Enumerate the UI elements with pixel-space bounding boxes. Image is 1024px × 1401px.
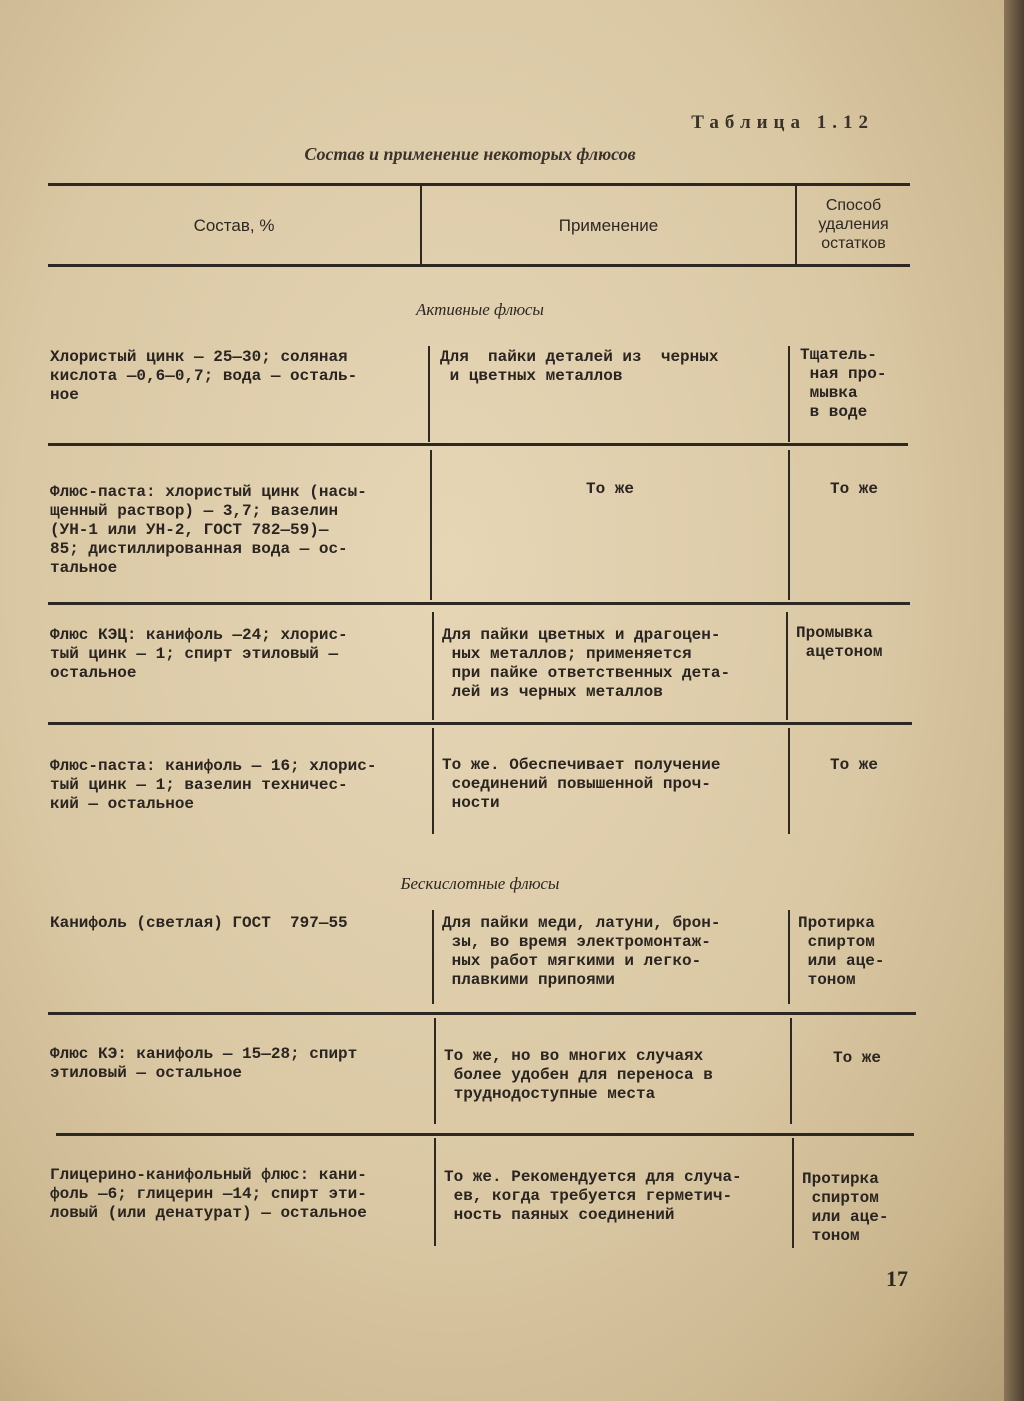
table-label: Таблица 1.12	[691, 112, 874, 133]
row5-application: Для пайки меди, латуни, брон- зы, во время электромонтаж- ных работ мягкими и легко- плавкими припоями	[442, 914, 721, 989]
row2-divider-2	[788, 450, 790, 600]
row1-removal: Тщатель- ная про- мывка в воде	[800, 346, 887, 421]
book-edge	[1004, 0, 1024, 1401]
row3-composition: Флюс КЭЦ: канифоль —24; хлорис- тый цинк — 1; спирт этиловый — остальное	[50, 626, 348, 682]
row3-removal: Промывка ацетоном	[796, 624, 883, 661]
row1-application: Для пайки деталей из черных и цветных металлов	[440, 348, 719, 385]
header-composition: Состав, %	[193, 216, 275, 235]
row2-composition: Флюс-паста: хлористый цинк (насы- щенный раствор) — 3,7; вазелин (УН-1 или УН-2, ГОСТ 782—59)— 85; дистиллированная вода — ос- тальное	[50, 483, 367, 577]
row2-divider-1	[430, 450, 432, 600]
row1-composition: Хлористый цинк — 25—30; соляная кислота —0,6—0,7; вода — осталь- ное	[50, 348, 358, 404]
table-caption: Состав и применение некоторых флюсов	[304, 144, 636, 164]
row7-divider-2	[792, 1138, 794, 1248]
row3-rule	[48, 722, 912, 725]
row7-divider-1	[434, 1138, 436, 1246]
header-removal: Способ удаления остатков	[818, 197, 889, 252]
header-bottom-rule	[48, 264, 910, 267]
row5-removal: Протирка спиртом или аце- тоном	[798, 914, 885, 989]
row5-composition: Канифоль (светлая) ГОСТ 797—55	[50, 914, 348, 932]
row6-application: То же, но во многих случаях более удобен для переноса в труднодоступные места	[444, 1047, 713, 1103]
table-top-rule	[48, 183, 910, 186]
row1-rule	[48, 443, 908, 446]
row3-divider-1	[432, 612, 434, 720]
row6-rule	[56, 1133, 914, 1136]
row5-divider-2	[788, 910, 790, 1004]
row5-rule	[48, 1012, 916, 1015]
section-title-acidless: Бескислотные флюсы	[400, 874, 560, 893]
row7-application: То же. Рекомендуется для случа- ев, когда требуется герметич- ность паяных соединений	[444, 1168, 742, 1224]
row1-divider-2	[788, 346, 790, 442]
row4-composition: Флюс-паста: канифоль — 16; хлорис- тый цинк — 1; вазелин техничес- кий — остальное	[50, 757, 377, 813]
row6-divider-1	[434, 1018, 436, 1124]
row4-removal: То же	[829, 756, 878, 774]
row2-application: То же	[585, 480, 634, 498]
page-number: 17	[886, 1266, 908, 1291]
row7-composition: Глицерино-канифольный флюс: кани- фоль —6; глицерин —14; спирт эти- ловый (или денатурат) — остальное	[50, 1166, 367, 1222]
row7-removal: Протирка спиртом или аце- тоном	[802, 1170, 889, 1245]
row4-divider-2	[788, 728, 790, 834]
row4-application: То же. Обеспечивает получение соединений повышенной проч- ности	[442, 756, 721, 812]
row1-divider-1	[428, 346, 430, 442]
row6-removal: То же	[832, 1049, 881, 1067]
header-application: Применение	[558, 216, 659, 235]
row4-divider-1	[432, 728, 434, 834]
row3-application: Для пайки цветных и драгоцен- ных металлов; применяется при пайке ответственных дета- лей из черных металлов	[442, 626, 731, 701]
section-title-active: Активные флюсы	[416, 300, 544, 319]
row5-divider-1	[432, 910, 434, 1004]
row6-composition: Флюс КЭ: канифоль — 15—28; спирт этиловый — остальное	[50, 1045, 358, 1082]
row6-divider-2	[790, 1018, 792, 1124]
row2-rule	[48, 602, 910, 605]
row2-removal: То же	[829, 480, 878, 498]
row3-divider-2	[786, 612, 788, 720]
